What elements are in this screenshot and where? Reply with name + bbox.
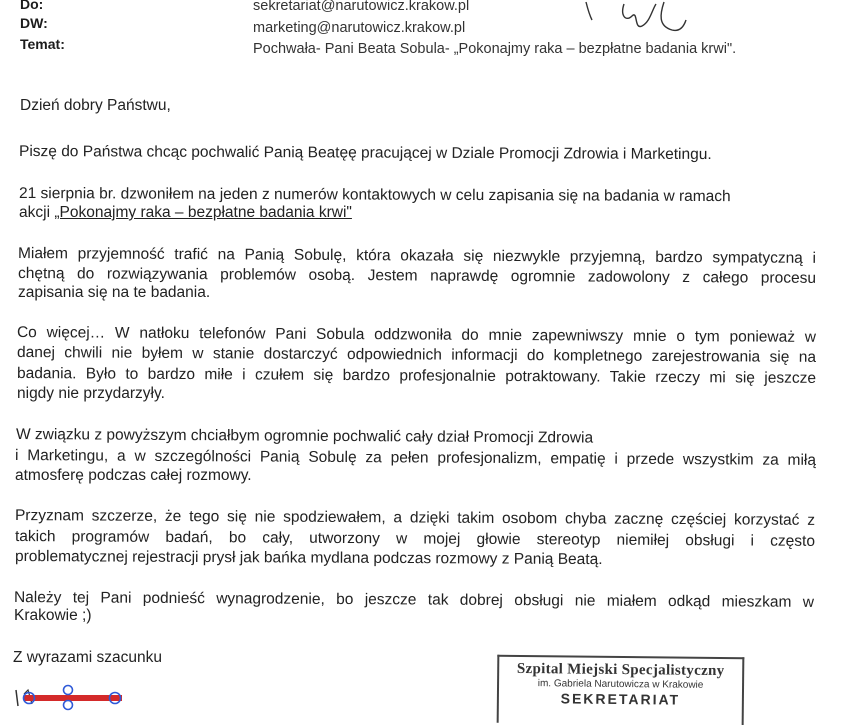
redaction-bar <box>24 695 122 701</box>
greeting: Dzień dobry Państwu, <box>20 97 171 114</box>
selection-handle-top[interactable] <box>64 686 73 695</box>
temat-value: Pochwała- Pani Beata Sobula- „Pokonajmy raka – bezpłatne badania krwi". <box>253 41 737 57</box>
hospital-stamp <box>497 655 745 725</box>
stamp-department: SEKRETARIAT <box>560 690 681 708</box>
do-label: Do: <box>20 0 44 12</box>
selection-handle-bottom[interactable] <box>64 701 73 710</box>
redacted-signature <box>14 684 126 712</box>
closing-phrase: Z wyrazami szacunku <box>13 649 163 666</box>
paragraph-6-line-2: takich programów badań, bo cały, utworzony w mojej głowie stereotyp niemiłej obsługi i często <box>14 528 816 550</box>
paragraph-3-line-3: zapisania się na te badania. <box>18 284 211 301</box>
paragraph-6-line-3: problematycznej rejestracji prysł jak bańka mydlana podczas rozmowy z Panią Beatą. <box>14 548 603 569</box>
paragraph-3-line-2: chętną do rozwiązywania problemów osobą. Jestem naprawdę ogromnie zadowolony z całego procesu <box>17 265 817 287</box>
paragraph-6-line-1: Przyznam szczerze, że tego się nie spodziewałem, a dzięki takim osobom chyba zacznę częściej korzystać z <box>14 507 816 529</box>
paragraph-4-line-2: danej chwili nie byłem w stanie dostarczyć odpowiednich informacji do kompletnego zarejestrowania się na <box>16 344 817 366</box>
paragraph-2-prefix: akcji <box>19 204 55 221</box>
paragraph-4-line-4: nigdy nie przydarzyły. <box>17 385 165 402</box>
temat-label: Temat: <box>20 36 65 52</box>
paragraph-4-line-1: Co więcej… W natłoku telefonów Pani Sobula oddzwoniła do mnie zapewniwszy mnie o tym ponieważ w <box>16 324 817 346</box>
dw-label: DW: <box>20 15 48 31</box>
paragraph-1: Piszę do Państwa chcąc pochwalić Panią Beatęę pracującej w Dziale Promocji Zdrowia i Marketingu. <box>18 143 712 164</box>
paragraph-2-line-2 <box>19 203 352 222</box>
paragraph-5-line-2: i Marketingu, a w szczególności Panią Sobulę za pełen profesjonalizm, empatię i przede wszystkim za miłą <box>14 447 817 469</box>
stamp-hospital-name: Szpital Miejski Specjalistyczny <box>516 660 725 680</box>
paragraph-4-line-3: badania. Było to bardzo miłe i czułem się bardzo profesjonalnie potraktowany. Takie rzeczy mi się jeszcze <box>16 365 817 387</box>
dw-value: marketing@narutowicz.krakow.pl <box>253 20 466 36</box>
stamp-hospital-patron: im. Gabriela Narutowicza w Krakowie <box>537 678 704 691</box>
paragraph-5-line-1: W związku z powyższym chciałbym ogromnie pochwalić cały dział Promocji Zdrowia <box>15 426 594 447</box>
paragraph-2-line-1: 21 sierpnia br. dzwoniłem na jeden z numerów kontaktowych w celu zapisania się na badania w ramach <box>18 185 731 206</box>
campaign-name: „Pokonajmy raka – bezpłatne badania krwi" <box>54 204 352 221</box>
do-value: sekretariat@narutowicz.krakow.pl <box>253 0 470 14</box>
handwritten-signature <box>580 0 720 40</box>
paragraph-3-line-1: Miałem przyjemność trafić na Panią Sobulę, która okazała się niezwykle przyjemną, bardzo sympatyczną i <box>17 245 817 267</box>
paragraph-7-line-1: Należy tej Pani podnieść wynagrodzenie, bo jeszcze tak dobrej obsługi nie miałem odkąd mieszkam w <box>13 589 815 611</box>
paragraph-7-line-2: Krakowie ;) <box>14 607 92 624</box>
paragraph-5-line-3: atmosferę podczas całej rozmowy. <box>15 467 252 484</box>
